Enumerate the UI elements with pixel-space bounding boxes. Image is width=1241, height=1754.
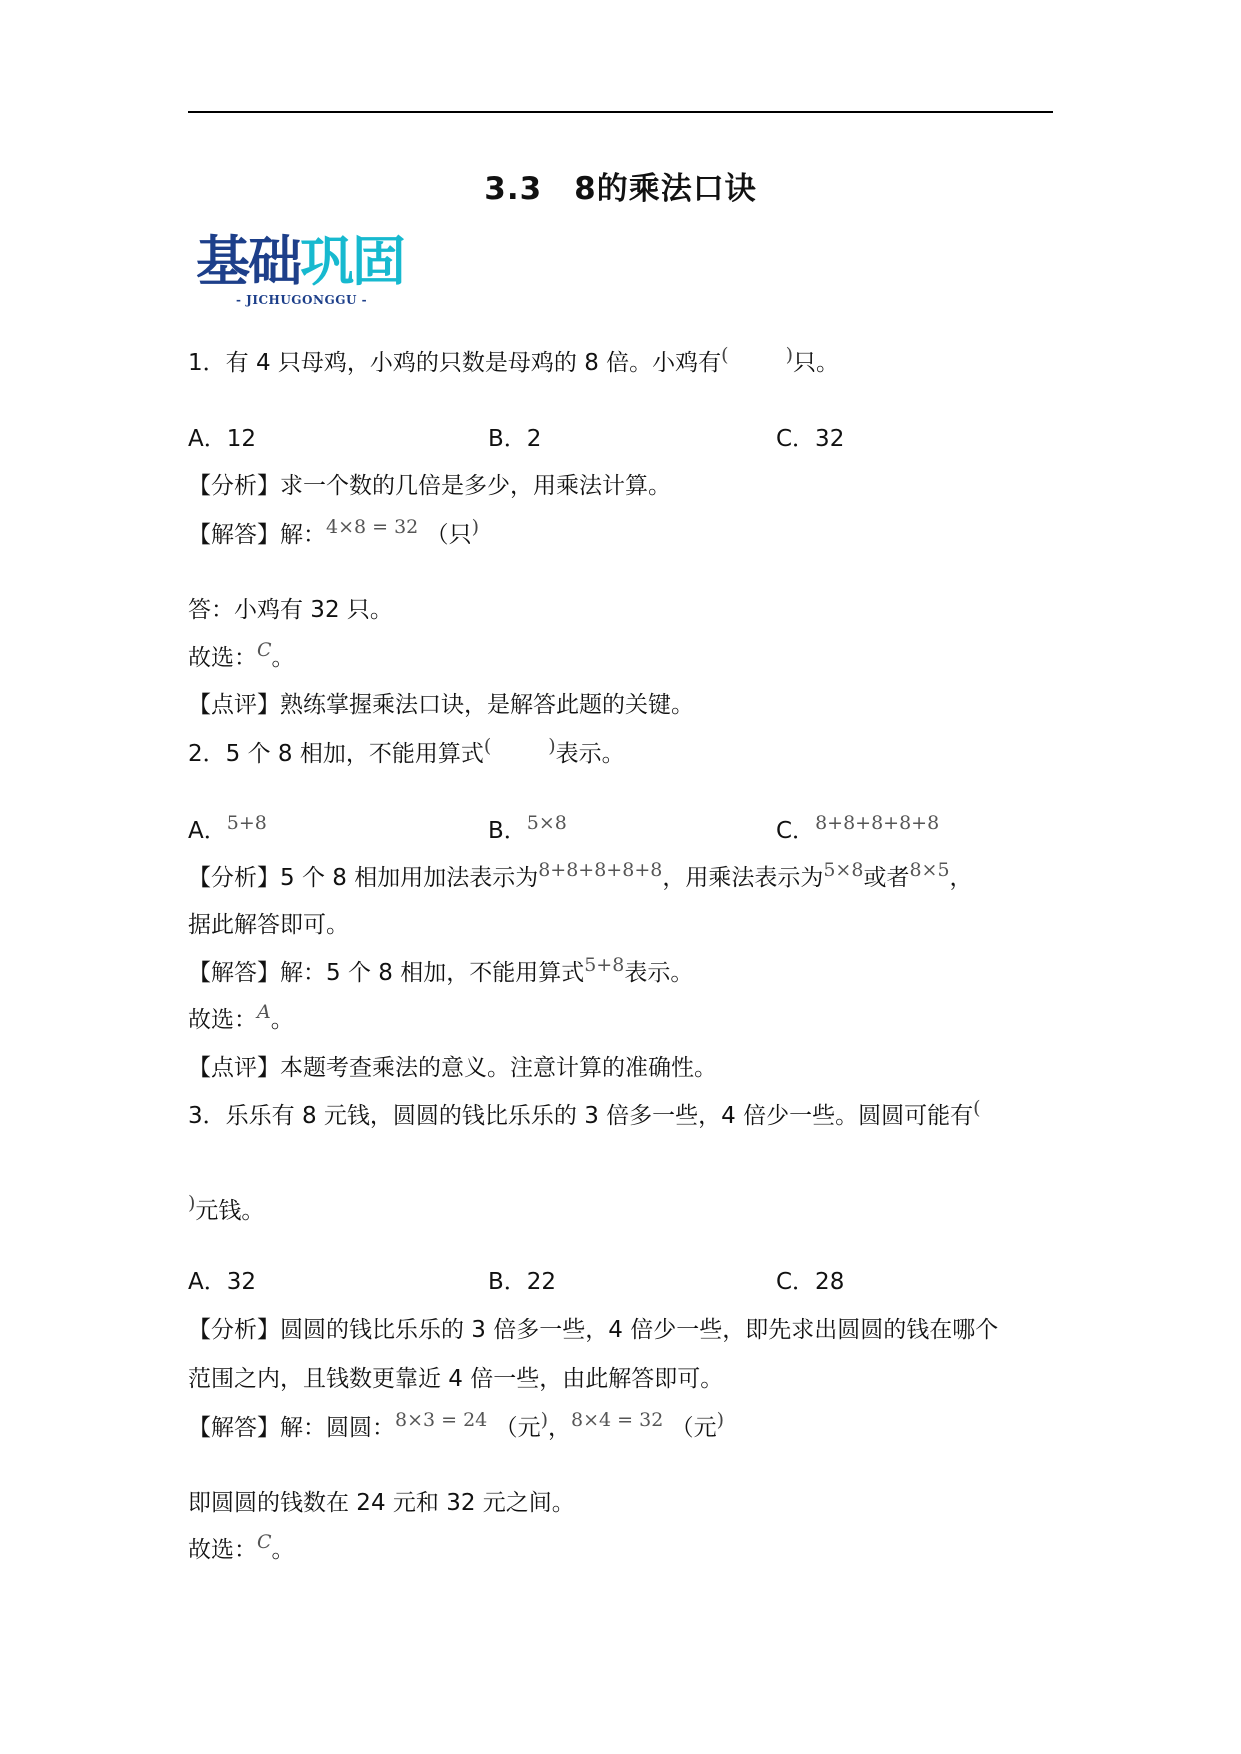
q3-paren-close: ) (188, 1192, 196, 1214)
q2-solution (188, 954, 694, 989)
q3-solution-formula-2: 8×4 = 32 (571, 1409, 664, 1431)
q3-solution-label: 【解答】解：圆圆： (188, 1415, 395, 1441)
q3-solution-unit-2: （元 (670, 1415, 717, 1441)
q1-analysis: 【分析】求一个数的几倍是多少，用乘法计算。 (188, 473, 671, 499)
q1-stem-text: 1．有 4 只母鸡，小鸡的只数是母鸡的 8 倍。小鸡有 (188, 350, 722, 376)
logo-text-part1: 基础 (196, 230, 300, 293)
q3-solution (188, 1409, 725, 1444)
q3-stem-line2 (188, 1192, 265, 1227)
q1-solution-unit: （只 (425, 522, 472, 548)
q1-choice-label: 故选： (188, 645, 257, 671)
q3-stem (188, 1097, 981, 1132)
q1-stem (188, 344, 839, 379)
q2-option-c-label: C． (776, 818, 816, 844)
q3-stem-end: 元钱。 (195, 1198, 265, 1224)
q2-analysis-end: ， (949, 865, 973, 891)
q2-stem-end: 表示。 (555, 741, 625, 767)
q2-analysis-or: 或者 (863, 865, 910, 891)
q1-solution (188, 516, 480, 551)
q3-choice-letter: C (257, 1531, 272, 1553)
page-title: 3.3 8的乘法口诀 (484, 171, 757, 207)
q3-analysis-line2: 范围之内，且钱数更靠近 4 倍一些，由此解答即可。 (188, 1366, 724, 1392)
q1-choice (188, 639, 295, 674)
q3-stem-text: 3．乐乐有 8 元钱，圆圆的钱比乐乐的 3 倍多一些，4 倍少一些。圆圆可能有 (188, 1103, 974, 1129)
logo-text-part2: 巩固 (300, 230, 404, 293)
q2-stem (188, 735, 625, 770)
q2-comment: 【点评】本题考查乘法的意义。注意计算的准确性。 (188, 1055, 717, 1081)
q1-option-b: B．2 (488, 426, 542, 452)
logo-subtitle: - JICHUGONGGU - (236, 293, 368, 307)
q3-option-c: C．28 (776, 1269, 845, 1295)
q2-solution-end: 表示。 (624, 960, 694, 986)
q3-solution-close-1: ) (540, 1409, 549, 1431)
q2-solution-text: 【解答】解：5 个 8 相加，不能用算式 (188, 960, 585, 986)
q3-solution-close-2: ) (716, 1409, 725, 1431)
q1-stem-end: 只。 (792, 350, 839, 376)
q2-stem-text: 2．5 个 8 相加，不能用算式 (188, 741, 484, 767)
q1-choice-letter: C (257, 639, 272, 661)
q3-option-a: A．32 (188, 1269, 257, 1295)
q2-choice-letter: A (257, 1001, 271, 1023)
q3-range: 即圆圆的钱数在 24 元和 32 元之间。 (188, 1490, 575, 1516)
q2-option-a-formula: 5+8 (226, 812, 267, 834)
q1-solution-close: ) (471, 516, 480, 538)
q2-analysis (188, 859, 973, 894)
q2-option-b (488, 812, 567, 847)
q2-option-a-label: A． (188, 818, 227, 844)
q1-option-c: C．32 (776, 426, 845, 452)
q2-analysis-formula-sum: 8+8+8+8+8 (538, 859, 663, 881)
q1-solution-formula: 4×8 = 32 (326, 516, 419, 538)
q2-option-a (188, 812, 267, 847)
q3-solution-unit-1: （元 (494, 1415, 541, 1441)
q1-option-a: A．12 (188, 426, 257, 452)
q2-analysis-formula-product: 5×8 (823, 859, 864, 881)
section-logo (196, 232, 412, 312)
q3-solution-formula-1: 8×3 = 24 (395, 1409, 488, 1431)
q1-answer: 答：小鸡有 32 只。 (188, 597, 393, 623)
q2-analysis-mid: ，用乘法表示为 (662, 865, 824, 891)
header-rule (188, 111, 1053, 113)
q2-option-b-label: B． (488, 818, 527, 844)
logo-text (196, 232, 412, 292)
q2-choice (188, 1001, 294, 1036)
q2-option-b-formula: 5×8 (526, 812, 567, 834)
q2-analysis-label: 【分析】5 个 8 相加用加法表示为 (188, 865, 539, 891)
q2-analysis-line2: 据此解答即可。 (188, 912, 349, 938)
q3-choice-label: 故选： (188, 1537, 257, 1563)
q3-choice (188, 1531, 295, 1566)
q2-choice-label: 故选： (188, 1007, 257, 1033)
q3-solution-sep: ， (548, 1415, 572, 1441)
q2-answer-blank: ( ) (483, 735, 556, 757)
q3-choice-end: 。 (271, 1537, 295, 1563)
q2-choice-end: 。 (270, 1007, 294, 1033)
q3-paren-open: ( (973, 1097, 981, 1119)
q2-option-c-formula: 8+8+8+8+8 (815, 812, 940, 834)
q3-analysis: 【分析】圆圆的钱比乐乐的 3 倍多一些，4 倍少一些，即先求出圆圆的钱在哪个 (188, 1317, 999, 1343)
q1-answer-blank: ( ) (721, 344, 793, 366)
q3-option-b: B．22 (488, 1269, 557, 1295)
q2-analysis-formula-product-alt: 8×5 (909, 859, 950, 881)
q1-choice-end: 。 (271, 645, 295, 671)
q1-solution-label: 【解答】解： (188, 522, 326, 548)
q2-solution-formula: 5+8 (584, 954, 625, 976)
q2-option-c (776, 812, 940, 847)
q1-comment: 【点评】熟练掌握乘法口诀，是解答此题的关键。 (188, 692, 694, 718)
